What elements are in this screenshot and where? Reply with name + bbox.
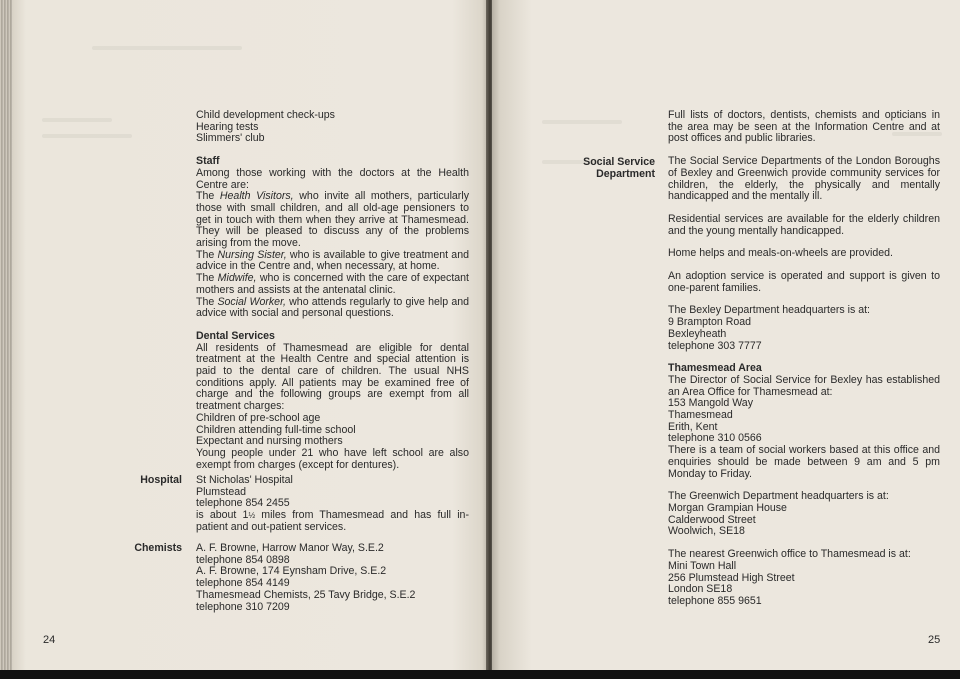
staff-heading: Staff [196,155,220,168]
nursing-sister-paragraph: The Nursing Sister, who is available to give treatment and advice in the Centre and, when necessary, at home. [196,248,469,273]
list-item: Child development check-ups [196,109,335,121]
list-item: Children attending full-time school [196,423,356,436]
list-item: Expectant and nursing mothers [196,435,343,448]
health-visitors-paragraph: The Health Visitors, who invite all mothers, particularly those with small children, and all old-age pensioners to get in touch with them when they arrive at Thamesmead. They will be pleased to discuss any of the problems arising from the move. [196,190,469,250]
chemists-block [196,543,469,613]
dental-text: All residents of Thamesmead are eligible for dental treatment at the Health Centre and special attention is paid to the dental care of children. The usual NHS conditions apply. All patients may be examined free of charge and the following groups are exempt from all treatment charges: [196,341,469,413]
social-worker-title: Social Worker, [217,295,286,308]
hospital-block [196,475,469,534]
thamesmead-heading: Thamesmead Area [668,362,762,375]
address-line: Mini Town Hall [668,559,737,572]
chemists-label: Chemists [134,542,182,554]
lists-paragraph: Full lists of doctors, dentists, chemists and opticians in the area may be seen at the Information Centre and at post offices and public libraries. [668,109,940,145]
address-line: 256 Plumstead High Street [668,571,795,584]
list-item: Children of pre-school age [196,411,321,424]
chemist-line: A. F. Browne, 174 Eynsham Drive, S.E.2 [196,565,387,578]
address-line: Morgan Grampian House [668,501,787,514]
social-service-label: Social Service Department [583,156,655,180]
residential-paragraph: Residential services are available for the elderly children and the young mentally handicapped. [668,212,940,237]
page-number-left: 24 [43,634,56,646]
thamesmead-intro: The Director of Social Service for Bexley has established an Area Office for Thamesmead at: [668,373,940,398]
hospital-label: Hospital [140,474,182,486]
social-intro: The Social Service Departments of the London Boroughs of Bexley and Greenwich provide community services for children, the elderly, the physically and mentally handicapped and the mentally ill. [668,155,940,203]
hospital-description: is about 1½ miles from Thamesmead and has full in-patient and out-patient services. [196,509,469,533]
address-line: telephone 855 9651 [668,594,762,607]
nursing-sister-title: Nursing Sister, [217,248,287,261]
chemist-line: telephone 854 4149 [196,577,290,590]
chemist-line: telephone 854 0898 [196,553,290,566]
address-line: Bexleyheath [668,327,727,340]
page-number-right: 25 [928,634,941,646]
adoption-paragraph: An adoption service is operated and support is given to one-parent families. [668,270,940,294]
right-page [492,0,960,672]
home-helps-paragraph: Home helps and meals-on-wheels are provided. [668,247,893,260]
address-line: 153 Mangold Way [668,397,753,410]
chemist-line: A. F. Browne, Harrow Manor Way, S.E.2 [196,542,384,554]
hospital-name: St Nicholas' Hospital [196,474,293,486]
bexley-intro: The Bexley Department headquarters is at: [668,304,870,317]
thamesmead-team: There is a team of social workers based at this office and enquiries should be made between 9 am and 5 pm Monday to Friday. [668,444,940,480]
greenwich-intro: The Greenwich Department headquarters is at: [668,490,889,503]
page-edges [0,0,12,672]
left-page [12,0,488,672]
hospital-place: Plumstead [196,485,247,498]
dental-heading: Dental Services [196,329,275,342]
dental-young-people: Young people under 21 who have left school are also exempt from charges (except for dentures). [196,446,469,471]
address-line: London SE18 [668,583,733,596]
chemist-line: telephone 310 7209 [196,600,290,613]
left-main-column [196,110,469,471]
address-line: Calderwood Street [668,513,756,526]
address-line: Woolwich, SE18 [668,525,745,538]
address-line: Thamesmead [668,409,733,422]
right-main-column [668,110,940,608]
address-line: 9 Brampton Road [668,316,752,329]
list-item: Slimmers' club [196,132,265,145]
address-line: Erith, Kent [668,420,718,433]
address-line: telephone 310 0566 [668,432,762,445]
midwife-paragraph: The Midwife, who is concerned with the care of expectant mothers and assists at the antenatal clinic. [196,272,469,296]
staff-intro: Among those working with the doctors at the Health Centre are: [196,166,469,191]
list-item: Hearing tests [196,120,259,133]
social-worker-paragraph: The Social Worker, who attends regularly to give help and advice with social and personal questions. [196,295,469,320]
hospital-phone: telephone 854 2455 [196,497,290,510]
bottom-shadow [0,670,960,679]
nearest-intro: The nearest Greenwich office to Thamesmead is at: [668,548,911,561]
address-line: telephone 303 7777 [668,339,762,352]
chemist-line: Thamesmead Chemists, 25 Tavy Bridge, S.E.2 [196,588,416,601]
health-visitors-title: Health Visitors, [219,190,294,203]
midwife-title: Midwife, [217,272,257,285]
